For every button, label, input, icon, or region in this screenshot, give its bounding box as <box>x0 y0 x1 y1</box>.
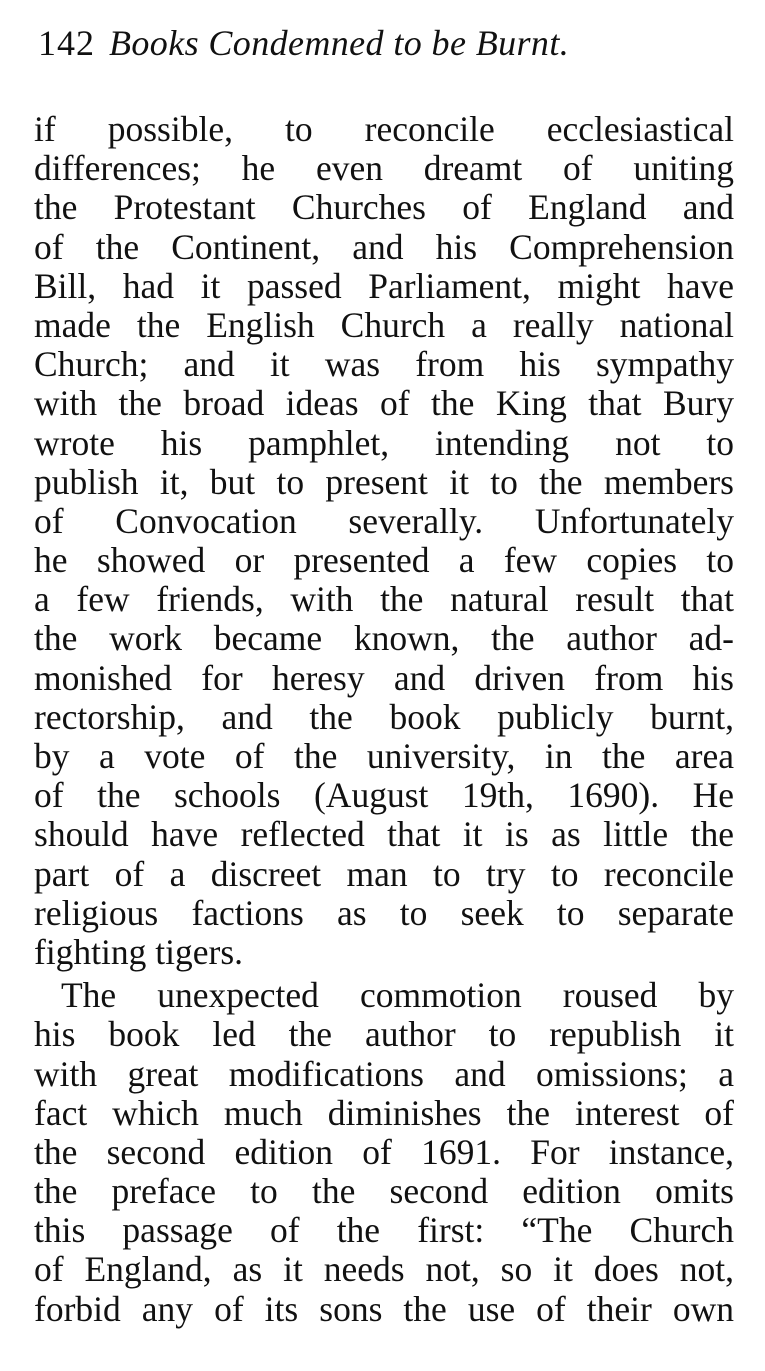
text-line: with the broad ideas of the King that Bury <box>34 383 734 424</box>
text-line: part of a discreet man to try to reconcile <box>34 853 734 894</box>
text-line: of the Continent, and his Comprehension <box>34 226 734 267</box>
text-line: made the English Church a really national <box>34 304 734 345</box>
running-head <box>38 18 569 68</box>
text-line: religious factions as to seek to separate <box>34 892 734 933</box>
text-line: of England, as it needs not, so it does not, <box>34 1249 734 1290</box>
text-line: the preface to the second edition omits <box>34 1171 734 1212</box>
text-line: of Convocation severally. Unfortunately <box>34 500 734 541</box>
text-line: fighting tigers. <box>34 931 244 972</box>
text-line: a few friends, with the natural result that <box>34 579 734 620</box>
text-line: wrote his pamphlet, intending not to <box>34 422 734 463</box>
paragraph-1 <box>34 110 734 972</box>
text-line: Bill, had it passed Parliament, might have <box>34 265 734 306</box>
text-line: his book led the author to republish it <box>34 1014 734 1055</box>
text-line: differences; he even dreamt of uniting <box>34 148 734 189</box>
paragraph-2 <box>34 976 734 1329</box>
page-number: 142 <box>38 23 95 63</box>
text-line: of the schools (August 19th, 1690). He <box>34 775 734 816</box>
text-line: fact which much diminishes the interest of <box>34 1092 734 1133</box>
text-line: if possible, to reconcile ecclesiastical <box>34 109 734 149</box>
text-line: forbid any of its sons the use of their own <box>34 1288 734 1329</box>
text-line: The unexpected commotion roused by <box>61 975 734 1016</box>
text-line: the second edition of 1691. For instance, <box>34 1131 734 1172</box>
text-line: monished for heresy and driven from his <box>34 657 734 698</box>
text-line: rectorship, and the book publicly burnt, <box>34 696 734 737</box>
text-line: this passage of the first: “The Church <box>34 1210 734 1251</box>
text-line: Church; and it was from his sympathy <box>34 344 734 385</box>
running-title: Books Condemned to be Burnt. <box>109 23 570 63</box>
text-line: by a vote of the university, in the area <box>34 736 734 776</box>
text-line: the Protestant Churches of England and <box>34 187 734 228</box>
text-line: with great modifications and omissions; a <box>34 1053 734 1094</box>
body-text <box>34 110 734 1329</box>
text-line: he showed or presented a few copies to <box>34 540 734 581</box>
text-line: the work became known, the author ad- <box>34 618 734 659</box>
text-line: publish it, but to present it to the members <box>34 461 734 502</box>
text-line: should have reflected that it is as little the <box>34 814 734 855</box>
